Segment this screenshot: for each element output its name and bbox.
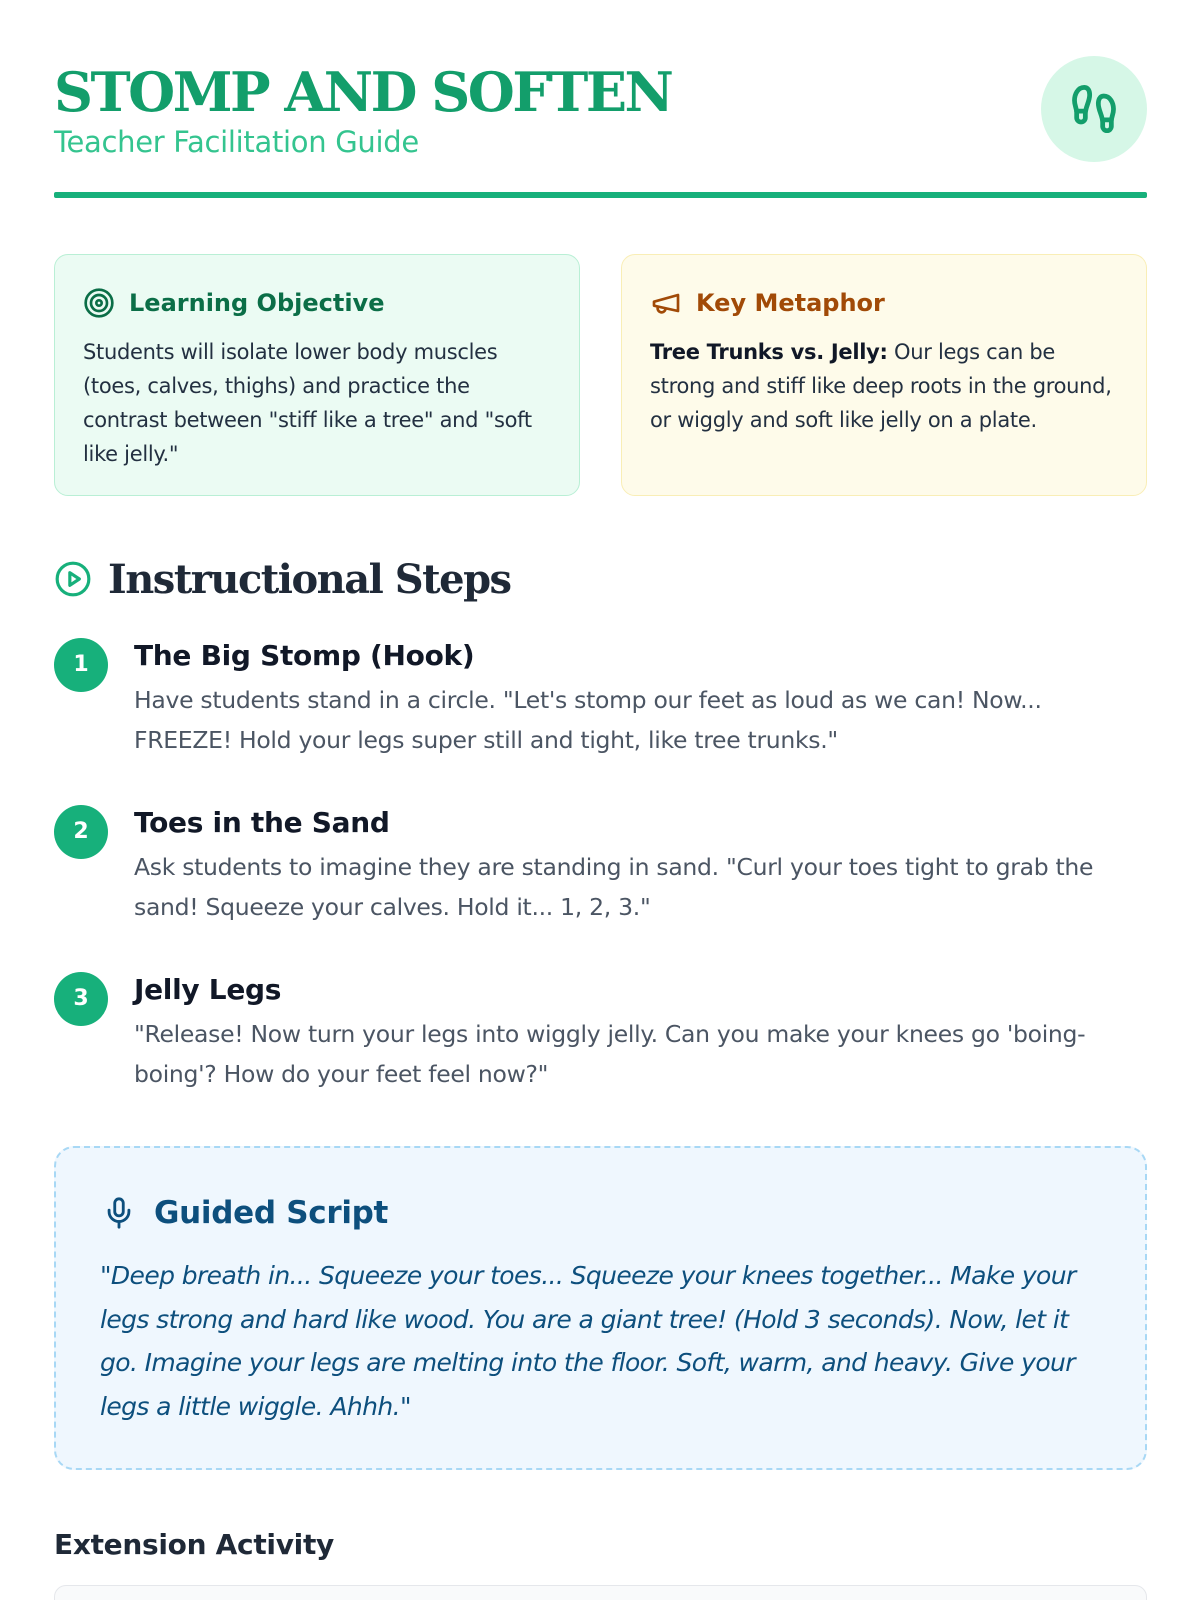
step-title: The Big Stomp (Hook) xyxy=(134,639,475,672)
section-title: Instructional Steps xyxy=(108,555,511,603)
step-item xyxy=(54,636,1147,776)
learning-objective-card xyxy=(54,254,580,496)
key-metaphor-description: Our legs can be strong and stiff like deep roots in the ground, or wiggly and soft like jelly on a plate. xyxy=(650,340,1112,432)
guided-script-text: "Deep breath in... Squeeze your toes... Squeeze your knees together... Make your legs strong and hard like wood. You are a giant tree! (Hold 3 seconds). Now, let it go. Imagine your legs are melting into the floor. Soft, warm, and heavy. Give your legs a little wiggle. Ahhh." xyxy=(100,1261,1076,1421)
key-metaphor-lead: Tree Trunks vs. Jelly: xyxy=(650,340,888,364)
key-metaphor-card xyxy=(621,254,1147,496)
instructional-steps-heading xyxy=(54,554,511,604)
guided-script-box xyxy=(54,1146,1147,1470)
extension-activity-title: Extension Activity xyxy=(54,1528,335,1561)
step-item xyxy=(54,970,1147,1110)
key-metaphor-title: Key Metaphor xyxy=(696,289,885,317)
learning-objective-title: Learning Objective xyxy=(129,289,385,317)
page-subtitle: Teacher Facilitation Guide xyxy=(54,125,419,159)
step-description: Have students stand in a circle. "Let's stomp our feet as loud as we can! Now... FREEZE! Hold your legs super still and tight, like tree trunks." xyxy=(134,686,1042,754)
play-circle-icon xyxy=(54,560,92,598)
step-number-badge: 2 xyxy=(54,805,108,859)
step-title: Toes in the Sand xyxy=(134,806,390,839)
footprints-badge xyxy=(1041,56,1147,162)
page-title: STOMP AND SOFTEN xyxy=(54,60,672,124)
extension-activity-box xyxy=(54,1585,1147,1600)
step-description: "Release! Now turn your legs into wiggly jelly. Can you make your knees go 'boing-boing'? How do your feet feel now?" xyxy=(134,1020,1086,1088)
step-number-badge: 1 xyxy=(54,638,108,692)
key-metaphor-text xyxy=(650,335,1118,437)
learning-objective-text: Students will isolate lower body muscles (toes, calves, thighs) and practice the contrast between "stiff like a tree" and "soft like jelly." xyxy=(83,340,532,466)
footprints-icon xyxy=(1068,82,1120,136)
step-description: Ask students to imagine they are standing in sand. "Curl your toes tight to grab the sand! Squeeze your calves. Hold it... 1, 2, 3." xyxy=(134,853,1094,921)
target-icon xyxy=(83,287,115,319)
header-divider xyxy=(54,192,1147,198)
step-item xyxy=(54,803,1147,943)
page-header xyxy=(54,56,1147,198)
microphone-icon xyxy=(102,1195,136,1231)
step-title: Jelly Legs xyxy=(134,973,282,1006)
megaphone-icon xyxy=(650,287,682,319)
guided-script-title: Guided Script xyxy=(154,1195,389,1231)
step-number-badge: 3 xyxy=(54,972,108,1026)
